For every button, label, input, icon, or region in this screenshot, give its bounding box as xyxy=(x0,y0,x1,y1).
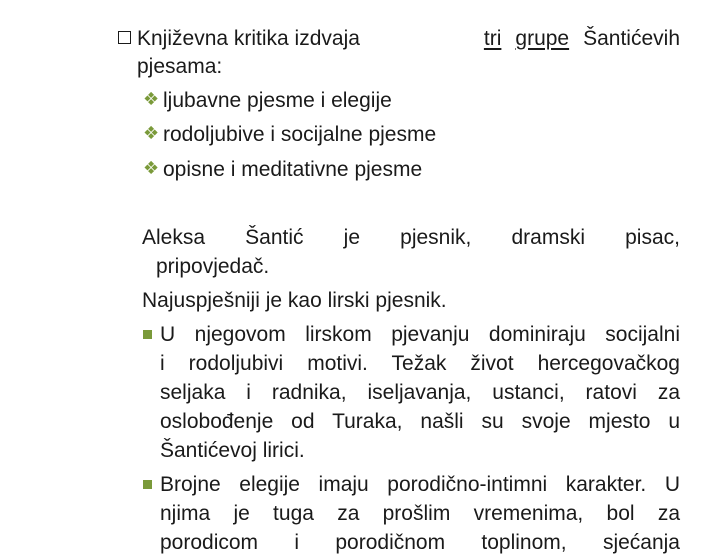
bullet-1-line-3: seljaka i radnika, iseljavanja, ustanci, ratovi za xyxy=(160,381,680,404)
intro-post: Šantićevih xyxy=(583,27,680,50)
paragraph-1-line-2: pripovjedač. xyxy=(156,255,270,278)
bullet-2-line-3: porodicom i porodičnom toplinom, sjećanja xyxy=(160,531,680,554)
paragraph-1-line-1: Aleksa Šantić je pjesnik, dramski pisac, xyxy=(142,226,680,249)
group-item-3: opisne i meditativne pjesme xyxy=(163,158,423,181)
intro-continuation: pjesama: xyxy=(137,55,223,78)
paragraph-2: Najuspješniji je kao lirski pjesnik. xyxy=(142,289,447,312)
intro-line xyxy=(137,26,680,51)
group-item-2: rodoljubive i socijalne pjesme xyxy=(163,123,437,146)
bullet-1-line-4: oslobođenje od Turaka, našli su svoje mjesto u xyxy=(160,410,680,433)
diamond-icon: ❖ xyxy=(143,89,160,109)
bullet-2-line-1: Brojne elegije imaju porodično-intimni karakter. U xyxy=(160,473,680,496)
bullet-2-line-2: njima je tuga za prošlim vremenima, bol za xyxy=(160,502,680,525)
bullet-1-line-1: U njegovom lirskom pjevanju dominiraju socijalni xyxy=(160,323,680,346)
diamond-icon: ❖ xyxy=(143,123,160,143)
square-bullet-icon xyxy=(143,480,152,489)
box-bullet-icon xyxy=(118,31,131,44)
bullet-1-line-5: Šantićevoj lirici. xyxy=(160,439,305,462)
diamond-icon: ❖ xyxy=(143,158,160,178)
intro-underlined-2: grupe xyxy=(515,27,570,50)
intro-pre: Književna kritika izdvaja xyxy=(137,27,360,50)
intro-underlined-1: tri xyxy=(483,27,502,50)
bullet-1-line-2: i rodoljubivi motivi. Težak život hercegovačkog xyxy=(160,352,680,375)
group-item-1: ljubavne pjesme i elegije xyxy=(163,89,392,112)
square-bullet-icon xyxy=(143,330,152,339)
